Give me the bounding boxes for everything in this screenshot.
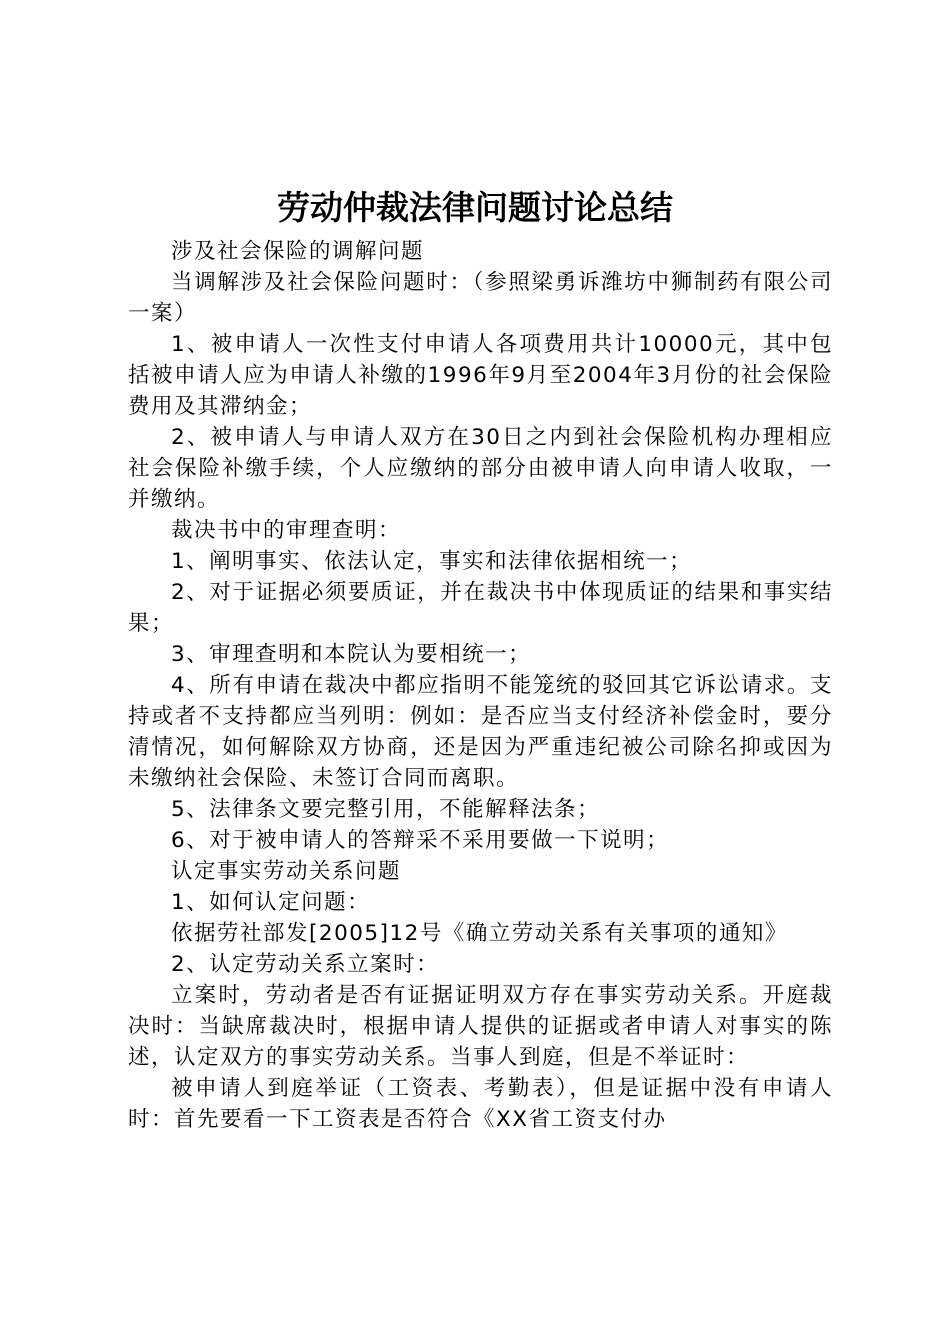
paragraph: 6、对于被申请人的答辩采不采用要做一下说明； [171, 828, 670, 853]
paragraph: 4、所有申请在裁决中都应指明不能笼统的驳回其它诉讼请求。支持或者不支持都应当列明：例如：是否应当支付经济补偿金时，要分清情况，如何解除双方协商，还是因为严重违纪被公司除名抑或因为未缴纳社会保险、未签订合同而离职。 [128, 673, 833, 791]
paragraph: 2、对于证据必须要质证，并在裁决书中体现质证的结果和事实结果； [128, 580, 833, 636]
paragraph: 2、认定劳动关系立案时： [171, 952, 440, 977]
paragraph: 1、阐明事实、依法认定，事实和法律依据相统一； [171, 549, 693, 574]
document-body [128, 236, 833, 1135]
paragraph: 2、被申请人与申请人双方在30日之内到社会保险机构办理相应社会保险补缴手续，个人应缴纳的部分由被申请人向申请人收取，一并缴纳。 [128, 425, 833, 512]
paragraph: 当调解涉及社会保险问题时：（参照梁勇诉潍坊中狮制药有限公司一案） [128, 270, 833, 326]
paragraph: 立案时，劳动者是否有证据证明双方存在事实劳动关系。开庭裁决时：当缺席裁决时，根据申请人提供的证据或者申请人对事实的陈述，认定双方的事实劳动关系。当事人到庭，但是不举证时： [128, 983, 833, 1070]
paragraph: 5、法律条文要完整引用，不能解释法条； [171, 797, 601, 822]
paragraph: 裁决书中的审理查明： [171, 518, 402, 543]
paragraph: 依据劳社部发[2005]12号《确立劳动关系有关事项的通知》 [171, 921, 788, 946]
paragraph: 被申请人到庭举证（工资表、考勤表），但是证据中没有申请人时：首先要看一下工资表是否符合《XX省工资支付办 [128, 1076, 833, 1132]
paragraph: 1、如何认定问题： [171, 890, 371, 915]
paragraph: 3、审理查明和本院认为要相统一； [171, 642, 532, 667]
paragraph: 认定事实劳动关系问题 [171, 859, 402, 884]
paragraph: 1、被申请人一次性支付申请人各项费用共计10000元，其中包括被申请人应为申请人补缴的1996年9月至2004年3月份的社会保险费用及其滞纳金； [128, 332, 833, 419]
document-title: 劳动仲裁法律问题讨论总结 [277, 188, 673, 227]
paragraph: 涉及社会保险的调解问题 [171, 239, 425, 264]
